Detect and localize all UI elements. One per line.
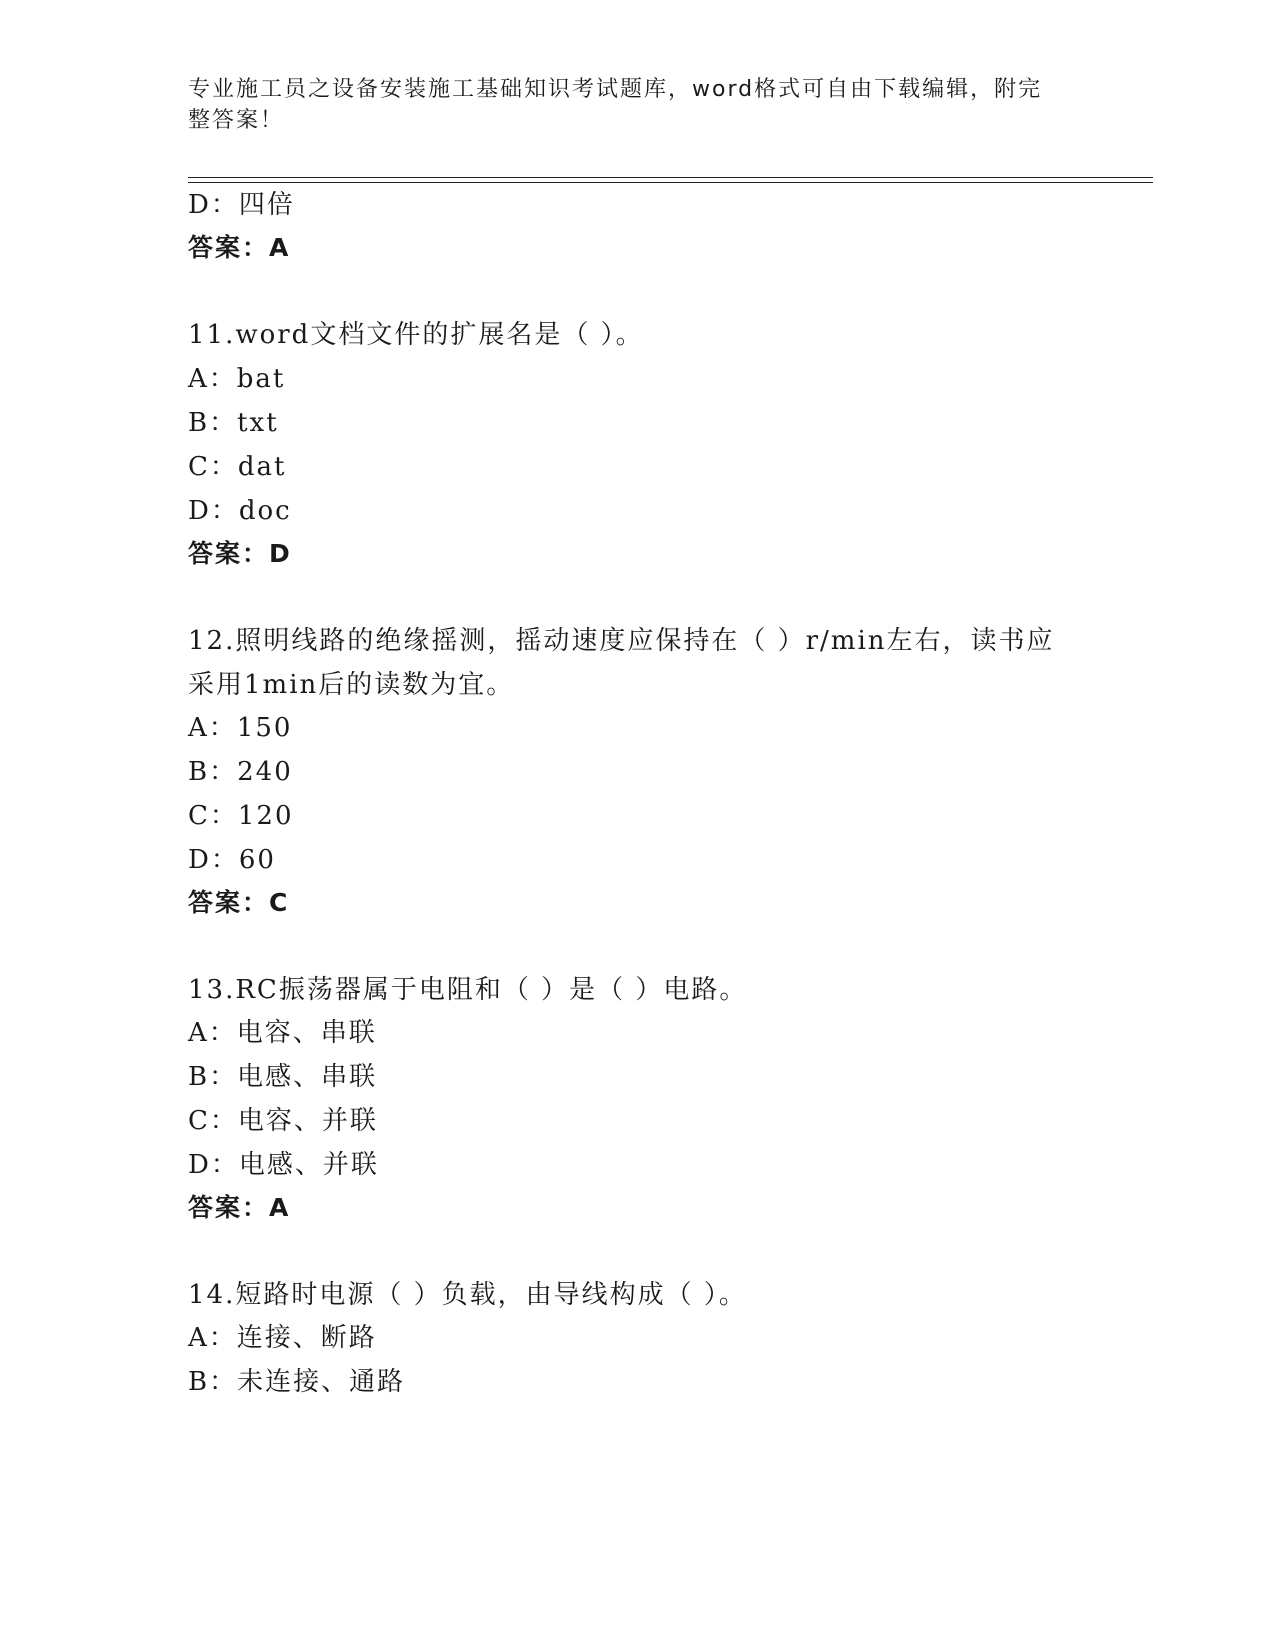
q11-answer: 答案：D (188, 539, 292, 568)
prev-answer: 答案：A (188, 233, 291, 262)
header-divider-top (188, 177, 1153, 178)
q11-option-c: C：dat (188, 452, 287, 482)
q12-stem-line-2: 采用1min后的读数为宜。 (188, 670, 515, 700)
q12-option-c: C：120 (188, 801, 294, 831)
q14-option-b: B：未连接、通路 (188, 1367, 406, 1397)
q14-stem: 14.短路时电源（ ）负载，由导线构成（ ）。 (188, 1280, 747, 1310)
q11-stem: 11.word文档文件的扩展名是（ ）。 (188, 320, 644, 350)
q12-stem-line-1: 12.照明线路的绝缘摇测，摇动速度应保持在（ ）r/min左右，读书应 (188, 626, 1055, 656)
q12-answer: 答案：C (188, 888, 290, 917)
prev-option-d: D：四倍 (188, 190, 295, 220)
q12-option-b: B：240 (188, 757, 293, 787)
q13-answer: 答案：A (188, 1193, 291, 1222)
q13-stem: 13.RC振荡器属于电阻和（ ）是（ ）电路。 (188, 975, 748, 1005)
q14-option-a: A：连接、断路 (188, 1323, 377, 1353)
q13-option-d: D：电感、并联 (188, 1150, 379, 1180)
q12-option-d: D：60 (188, 845, 276, 875)
q13-option-b: B：电感、串联 (188, 1062, 378, 1092)
q11-option-a: A：bat (188, 364, 286, 394)
q12-option-a: A：150 (188, 713, 293, 743)
q11-option-d: D：doc (188, 496, 292, 526)
document-header (188, 74, 1078, 136)
header-line-2: 整答案！ (188, 108, 285, 133)
q13-option-c: C：电容、并联 (188, 1106, 378, 1136)
header-line-1: 专业施工员之设备安装施工基础知识考试题库，word格式可自由下载编辑，附完 (188, 77, 1043, 102)
q13-option-a: A：电容、串联 (188, 1018, 377, 1048)
q11-option-b: B：txt (188, 408, 279, 438)
header-divider-bottom (188, 182, 1153, 183)
